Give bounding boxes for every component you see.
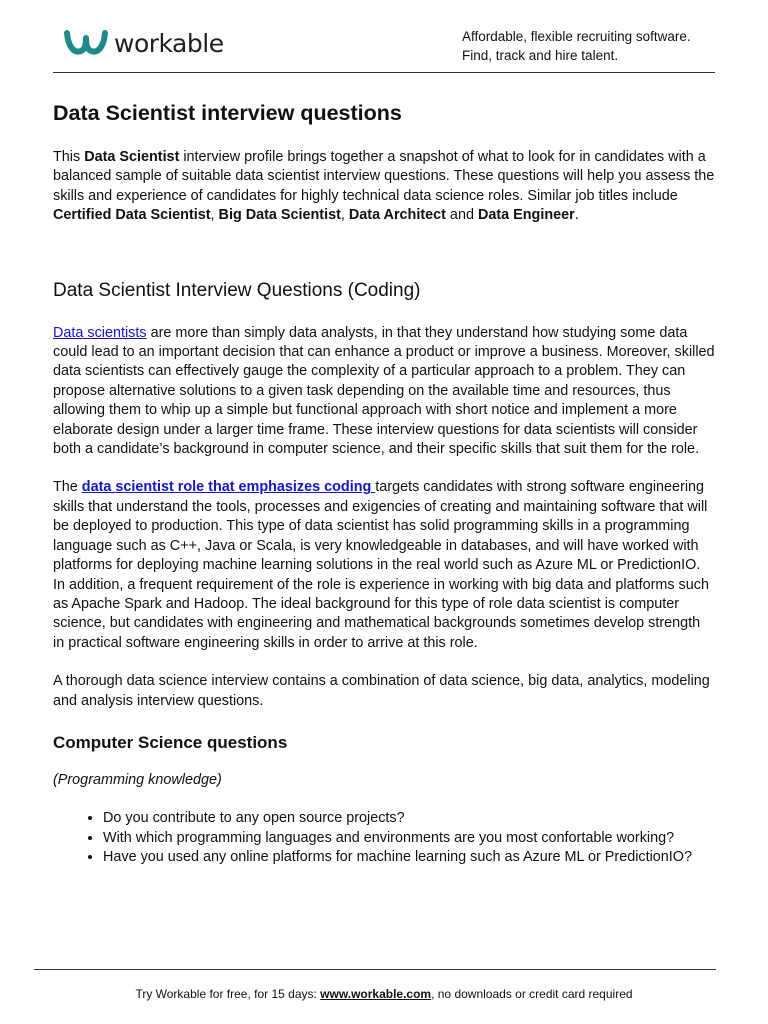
header-divider	[53, 72, 715, 73]
coding-paragraph-2: The data scientist role that emphasizes coding targets candidates with strong software engineering skills that understand the tools, processes and exigencies of creating and maintaining software that will be deployed to production. This type of data scientist has solid programming skills in a programming language such as C++, Java or Scala, is very knowledgeable in databases, and will have worked with platforms for deploying machine learning solutions in the real world such as Azure ML or PredictionIO. In addition, a frequent requirement of the role is experience in working with big data and platforms such as Apache Spark and Hadoop. The ideal background for this type of role data scientist is computer science, but candidates with engineering and mathematical backgrounds sometimes develop strength in practical software engineering skills in order to arrive at this role.	[53, 479, 709, 651]
footer-divider	[34, 969, 716, 970]
tagline-line-1: Affordable, flexible recruiting software.	[462, 29, 691, 44]
list-item: • Have you used any online platforms for machine learning such as Azure ML or PredictionIO?	[103, 848, 715, 867]
intro-paragraph: This Data Scientist interview profile brings together a snapshot of what to look for in candidates with a balanced sample of suitable data scientist interview questions. These questions will help you assess the skills and experience of candidates for highly technical data science roles. Similar job titles include Certified Data Scientist, Big Data Scientist, Data Architect and Data Engineer.	[53, 149, 715, 224]
page-title: Data Scientist interview questions	[53, 101, 402, 125]
workable-logo[interactable]	[64, 28, 224, 60]
coding-paragraph-3: A thorough data science interview contains a combination of data science, big data, analytics, modeling and analysis interview questions.	[53, 673, 710, 709]
cs-subheading: (Programming knowledge)	[53, 771, 222, 788]
cs-section-heading: Computer Science questions	[53, 732, 288, 752]
tagline-line-2: Find, track and hire talent.	[462, 48, 619, 63]
footer-link[interactable]: www.workable.com	[320, 987, 432, 1001]
list-item: • Do you contribute to any open source projects?	[103, 809, 715, 828]
coding-paragraph-1: Data scientists are more than simply data analysts, in that they understand how studying some data could lead to an important decision that can enhance a product or improve a business. Moreover, skilled data scientists can effectively gauge the complexity of a particular approach to a problem. They can propose alternative solutions to a given task depending on the available time and resources, thus allowing them to whip up a simple but functional approach with short notice and implement a more elaborate design under a larger time frame. These interview questions for data scientists will consider both a candidate’s background in computer science, and their specific skills that suit them for the role.	[53, 324, 715, 458]
workable-logo-icon	[64, 28, 108, 60]
logo-text: workable	[114, 29, 224, 58]
list-item: • With which programming languages and environments are you most confortable working?	[103, 829, 715, 848]
data-scientists-link[interactable]: Data scientists	[53, 324, 147, 341]
coding-role-link[interactable]: data scientist role that emphasizes coding	[81, 479, 376, 496]
document-body	[53, 98, 715, 868]
coding-section-heading: Data Scientist Interview Questions (Coding)	[53, 279, 421, 301]
tagline	[462, 27, 691, 65]
page-footer: Try Workable for free, for 15 days: www.workable.com, no downloads or credit card required	[135, 987, 633, 1001]
cs-question-list	[53, 809, 715, 867]
page-header	[0, 0, 768, 74]
